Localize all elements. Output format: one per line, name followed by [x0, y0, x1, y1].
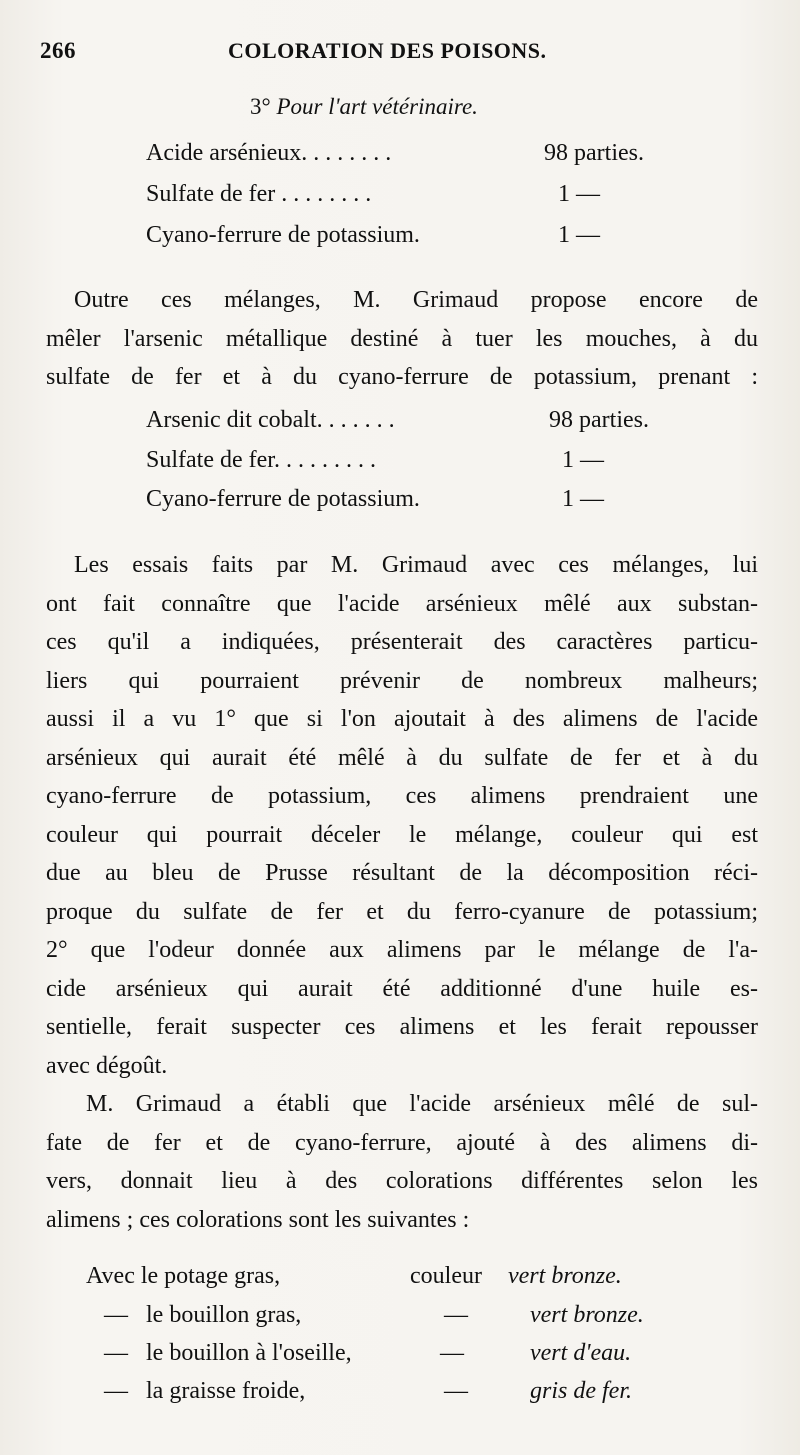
text-line: Outre ces mélanges, M. Grimaud propose encore de [74, 287, 758, 313]
recipe-ingredient: Sulfate de fer. . . . . . . . . [146, 447, 376, 473]
text-line: avec dégoût. [46, 1052, 168, 1079]
text-line: aussi il a vu 1° que si l'on ajoutait à des alimens de l'acide [46, 706, 758, 732]
section-number: 3° [250, 94, 271, 119]
recipe-quantity: 1 — [558, 222, 600, 248]
coloration-food: — le bouillon à l'oseille, [104, 1340, 352, 1366]
text-line: cide arsénieux qui aurait été additionné d'une huile es- [46, 975, 758, 1002]
section-heading [250, 94, 478, 120]
text-line: proque du sulfate de fer et du ferro-cyanure de potassium; [46, 898, 758, 925]
text-line: ces qu'il a indiquées, présenterait des caractères particu- [46, 629, 758, 655]
recipe-quantity: 98 parties. [544, 140, 644, 166]
recipe-ingredient: Cyano-ferrure de potassium. [146, 486, 420, 512]
coloration-food: — le bouillon gras, [104, 1302, 302, 1328]
coloration-row [0, 1302, 800, 1338]
recipe1-row [146, 181, 746, 217]
text-line: ont fait connaître que l'acide arsénieux mêlé aux substan- [46, 590, 758, 617]
coloration-row [0, 1378, 800, 1414]
text-line: arsénieux qui aurait été mêlé à du sulfate de fer et à du [46, 744, 758, 771]
recipe-quantity: 1 — [558, 181, 600, 207]
recipe1-row [146, 222, 746, 258]
recipe-quantity: 1 — [562, 486, 604, 512]
recipe1-row [146, 140, 746, 176]
recipe2-row [146, 486, 746, 522]
text-line: sentielle, ferait suspecter ces alimens et les ferait repousser [46, 1014, 758, 1040]
text-line: sulfate de fer et à du cyano-ferrure de potassium, prenant : [46, 364, 758, 390]
text-line: couleur qui pourrait déceler le mélange, couleur qui est [46, 821, 758, 848]
text-line: liers qui pourraient prévenir de nombreux malheurs; [46, 667, 758, 694]
paragraph-1 [46, 281, 758, 397]
coloration-food: — la graisse froide, [104, 1378, 306, 1404]
text-line: mêler l'arsenic métallique destiné à tuer les mouches, à du [46, 325, 758, 352]
coloration-label: couleur [410, 1263, 482, 1289]
coloration-row [0, 1340, 800, 1376]
text-line: cyano-ferrure de potassium, ces alimens prendraient une [46, 783, 758, 809]
text-line: Les essais faits par M. Grimaud avec ces mélanges, lui [74, 552, 758, 578]
page-number: 266 [40, 38, 76, 63]
text-line: alimens ; ces colorations sont les suivantes : [46, 1206, 470, 1233]
coloration-value: vert bronze. [508, 1263, 622, 1289]
text-line: M. Grimaud a établi que l'acide arsénieux mêlé de sul- [86, 1091, 758, 1117]
text-line: vers, donnait lieu à des colorations différentes selon les [46, 1168, 758, 1194]
coloration-value: gris de fer. [530, 1378, 632, 1404]
coloration-food: Avec le potage gras, [86, 1263, 281, 1289]
recipe-ingredient: Arsenic dit cobalt. . . . . . . [146, 407, 395, 433]
coloration-label: — [444, 1378, 468, 1404]
coloration-value: vert d'eau. [530, 1340, 632, 1366]
recipe-quantity: 1 — [562, 447, 604, 473]
coloration-label: — [440, 1340, 464, 1366]
coloration-label: — [444, 1302, 468, 1328]
recipe-ingredient: Cyano-ferrure de potassium. [146, 222, 420, 248]
recipe-ingredient: Acide arsénieux. . . . . . . . [146, 140, 392, 166]
paragraph-2 [46, 546, 758, 1085]
coloration-row [0, 1263, 800, 1299]
text-line: 2° que l'odeur donnée aux alimens par le mélange de l'a- [46, 937, 758, 963]
text-line: fate de fer et de cyano-ferrure, ajouté à des alimens di- [46, 1129, 758, 1156]
coloration-value: vert bronze. [530, 1302, 644, 1328]
section-title: Pour l'art vétérinaire. [276, 94, 478, 119]
text-line: due au bleu de Prusse résultant de la décomposition réci- [46, 860, 758, 886]
recipe2-row [146, 407, 746, 443]
recipe-quantity: 98 parties. [549, 407, 649, 433]
running-title: COLORATION DES POISONS. [228, 38, 547, 63]
recipe-ingredient: Sulfate de fer . . . . . . . . [146, 181, 372, 207]
paragraph-3 [46, 1085, 758, 1239]
recipe2-row [146, 447, 746, 483]
page-header [40, 38, 760, 74]
